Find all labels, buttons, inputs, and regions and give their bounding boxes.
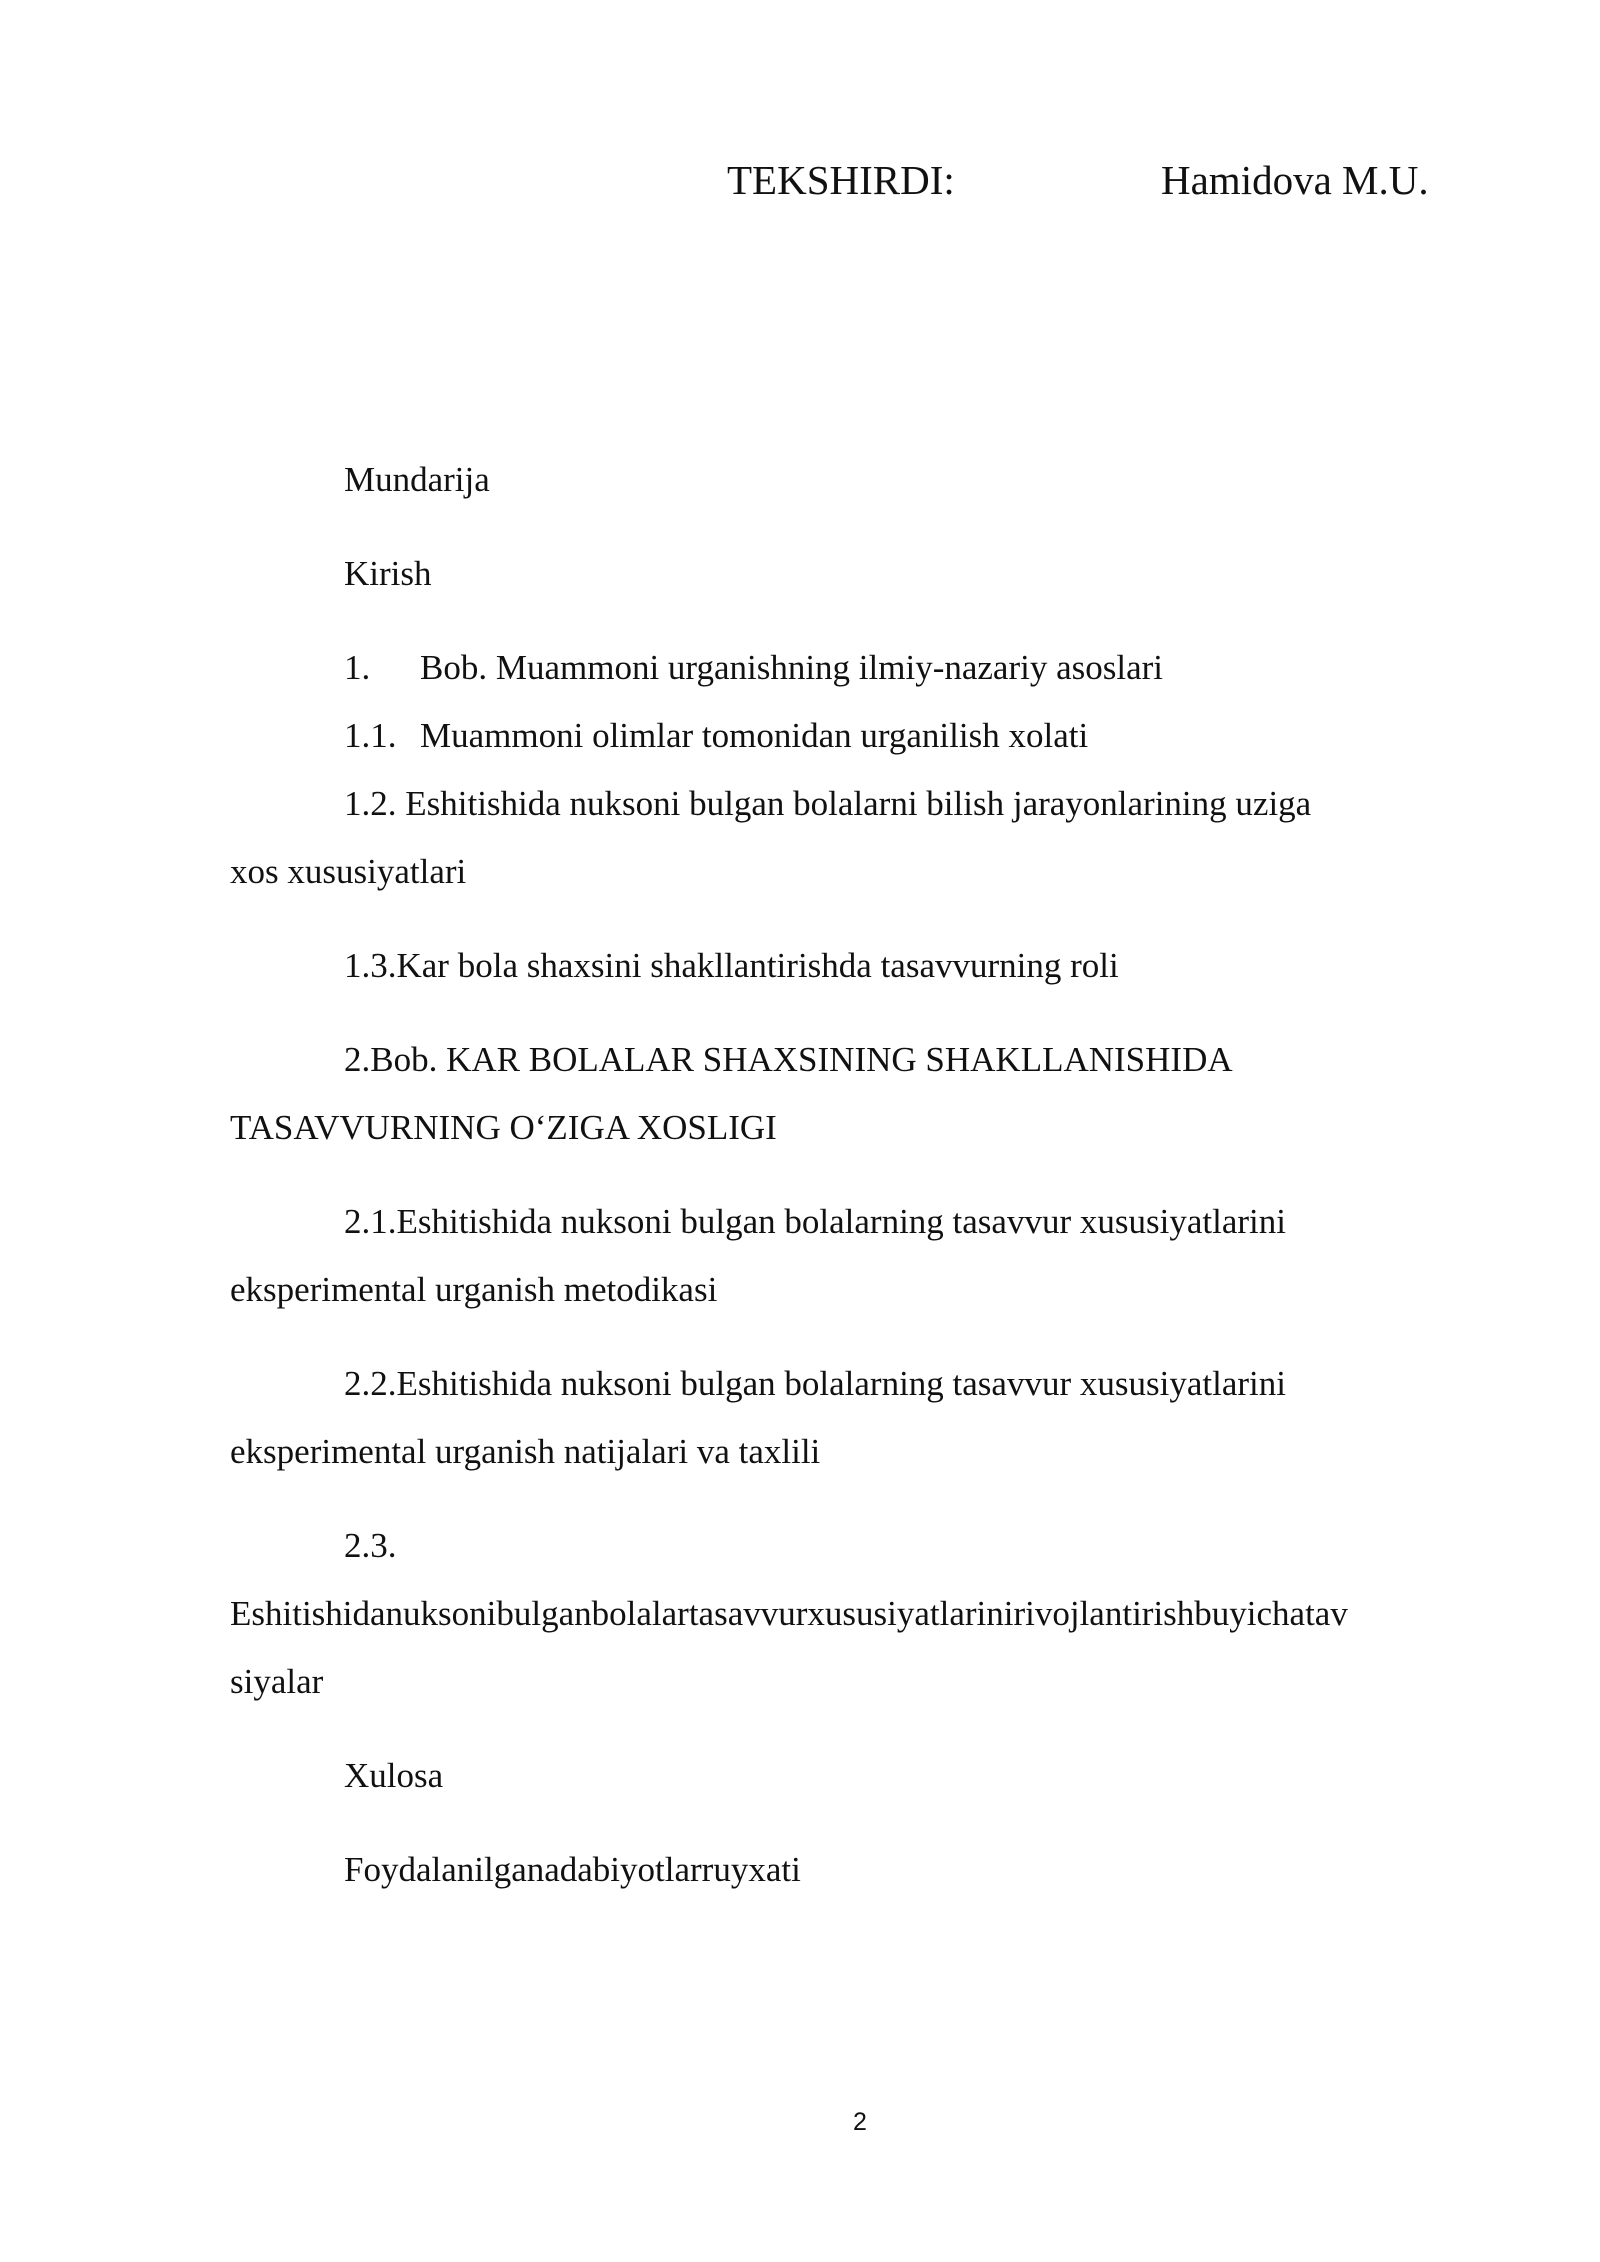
chapter-1-number: 1. (344, 648, 371, 687)
toc-entry-section-2-3-line-1: Eshitishidanuksonibulganbolalartasavvurxususiyatlarinirivojlantirishbuyichatav (230, 1594, 1348, 1633)
toc-entry-section-1-2-line-1: 1.2. Eshitishida nuksoni bulgan bolalarni bilish jarayonlarining uziga (344, 784, 1312, 823)
toc-entry-section-2-1-line-2: eksperimental urganish metodikasi (230, 1270, 718, 1309)
checked-by-label: TEKSHIRDI: (727, 157, 955, 203)
toc-entry-section-2-2-line-1: 2.2.Eshitishida nuksoni bulgan bolalarning tasavvur xususiyatlarini (344, 1364, 1286, 1403)
toc-entry-references: Foydalanilganadabiyotlarruyxati (344, 1850, 801, 1889)
checked-by-name: Hamidova M.U. (1161, 157, 1429, 203)
toc-entry-section-2-1-line-1: 2.1.Eshitishida nuksoni bulgan bolalarning tasavvur xususiyatlarini (344, 1202, 1286, 1241)
toc-entry-chapter-2-line-1: 2.Bob. KAR BOLALAR SHAXSINING SHAKLLANISHIDA (344, 1040, 1233, 1079)
toc-entry-section-1-1 (230, 702, 1600, 770)
page-number: 2 (853, 2108, 867, 2136)
toc-entry-intro: Kirish (344, 554, 432, 593)
toc-entry-section-2-3-number: 2.3. (344, 1526, 397, 1565)
section-1-1-number: 1.1. (344, 716, 397, 755)
toc-title: Mundarija (344, 460, 490, 499)
section-1-1-title: Muammoni olimlar tomonidan urganilish xolati (420, 716, 1089, 755)
toc-entry-section-2-2-line-2: eksperimental urganish natijalari va taxlili (230, 1432, 821, 1471)
toc-entry-chapter-1 (230, 634, 1600, 702)
toc-entry-conclusion: Xulosa (344, 1756, 444, 1795)
toc-entry-section-2-3-line-2: siyalar (230, 1662, 324, 1701)
toc-entry-chapter-2-line-2: TASAVVURNING O‘ZIGA XOSLIGI (230, 1108, 777, 1147)
chapter-1-title: Bob. Muammoni urganishning ilmiy-nazariy asoslari (420, 648, 1163, 687)
toc-entry-section-1-2-line-2: xos xususiyatlari (230, 852, 467, 891)
toc-entry-section-1-3: 1.3.Kar bola shaxsini shakllantirishda tasavvurning roli (344, 946, 1119, 985)
